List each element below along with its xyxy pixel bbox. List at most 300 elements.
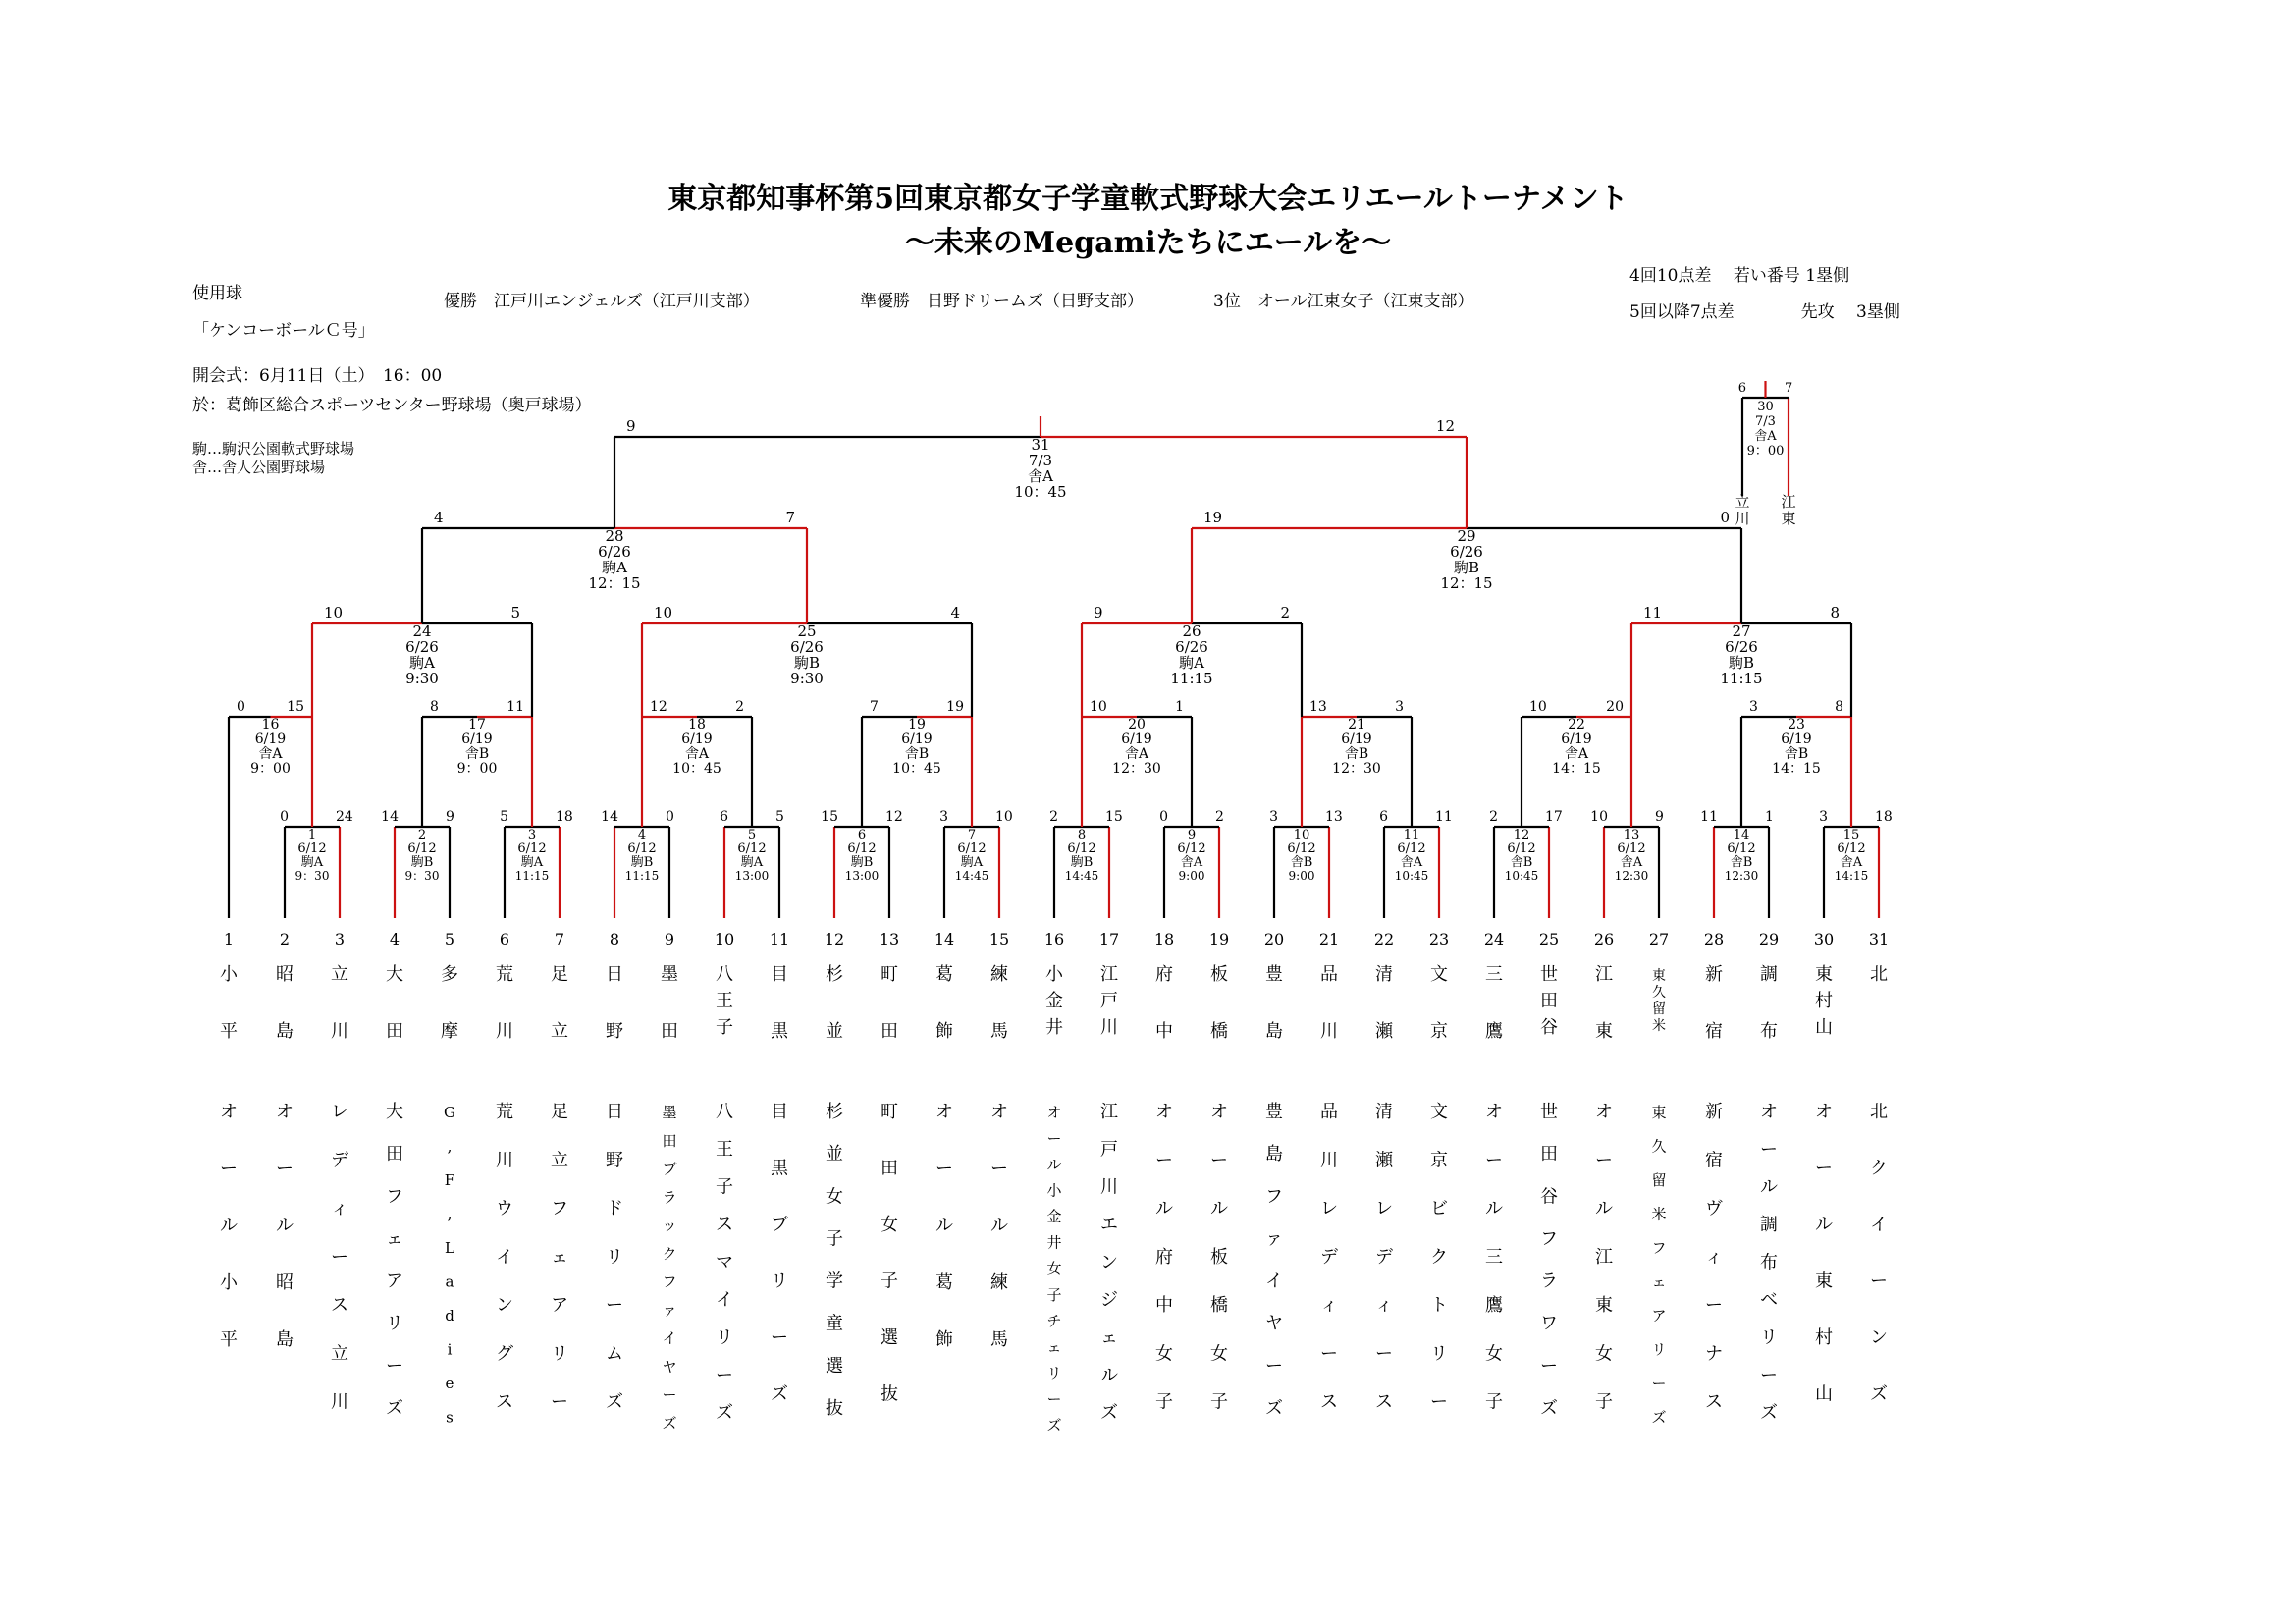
team-1-short-1: 平 — [220, 1021, 238, 1042]
match-19-time: 10：45 — [892, 761, 941, 777]
team-16-full-1: ー — [1046, 1129, 1062, 1148]
team-25-full-4: ラ — [1540, 1271, 1558, 1292]
team-15-short-0: 練 — [990, 964, 1008, 985]
team-31-full-5: ズ — [1870, 1383, 1888, 1405]
team-27-full-2: 留 — [1651, 1171, 1667, 1189]
team-27-short-1: 久 — [1652, 985, 1666, 1001]
match-29-number: 29 — [1457, 527, 1476, 545]
match-13-venue: 舎A — [1620, 855, 1643, 870]
match-7-score-2: 10 — [995, 809, 1013, 825]
team-12-full-7: 抜 — [826, 1397, 843, 1419]
ball-label: 使用球 — [192, 284, 242, 303]
team-13-full-3: 子 — [881, 1271, 898, 1292]
match-8-date: 6/12 — [1067, 841, 1096, 856]
match-7-date: 6/12 — [957, 841, 987, 856]
team-5-full-6: d — [445, 1307, 454, 1325]
team-26-full-1: ー — [1595, 1150, 1613, 1171]
match-16-score-2: 15 — [287, 699, 304, 715]
team-7-full-0: 足 — [551, 1102, 568, 1122]
team-30-full-3: 東 — [1815, 1271, 1833, 1292]
team-18-short-0: 府 — [1155, 964, 1173, 985]
match-25-score-1: 10 — [654, 604, 673, 622]
team-11-number: 11 — [769, 930, 790, 948]
match-23-score-1: 3 — [1749, 699, 1758, 715]
match-11-venue: 舎A — [1400, 855, 1423, 870]
team-10-full-7: ー — [716, 1365, 733, 1386]
team-1-full-3: 小 — [220, 1272, 238, 1293]
match-16-venue: 舎A — [258, 746, 283, 762]
team-7-number: 7 — [554, 930, 565, 948]
ball-name: 「ケンコーボールＣ号」 — [192, 321, 375, 341]
team-13-full-0: 町 — [881, 1102, 898, 1122]
match-3-score-1: 5 — [500, 809, 508, 825]
team-3-number: 3 — [334, 930, 346, 948]
match-2-score-1: 14 — [381, 809, 399, 825]
match-12-score-2: 17 — [1545, 809, 1563, 825]
team-17-full-3: エ — [1100, 1215, 1118, 1235]
team-29-full-2: ル — [1760, 1176, 1778, 1198]
team-11-full-3: リ — [771, 1271, 788, 1292]
team-16-full-4: 金 — [1046, 1208, 1062, 1226]
team-15-number: 15 — [988, 930, 1010, 948]
match-1-number: 1 — [307, 828, 317, 842]
team-6-number: 6 — [499, 930, 510, 948]
team-16-full-2: ル — [1046, 1156, 1062, 1174]
team-3-full-5: 立 — [331, 1343, 348, 1365]
team-27-number: 27 — [1648, 930, 1670, 948]
team-23-full-2: ビ — [1430, 1198, 1448, 1219]
team-11-full-2: ブ — [771, 1215, 788, 1235]
match-2-date: 6/12 — [407, 841, 437, 856]
match-26-date: 6/26 — [1175, 638, 1208, 656]
match-24-score-2: 5 — [510, 604, 520, 622]
team-22-full-2: レ — [1375, 1198, 1393, 1219]
team-12-short-1: 並 — [826, 1021, 843, 1042]
team-14-short-1: 飾 — [935, 1021, 953, 1042]
match-5-score-2: 5 — [775, 809, 784, 825]
team-12-full-5: 童 — [826, 1313, 843, 1334]
team-12-full-2: 女 — [826, 1186, 843, 1208]
match-15-number: 15 — [1842, 828, 1860, 842]
team-29-full-6: リ — [1760, 1327, 1778, 1348]
match-6-venue: 駒B — [850, 855, 874, 870]
match-19-score-1: 7 — [870, 699, 879, 715]
match-27-score-2: 8 — [1830, 604, 1840, 622]
match-25-number: 25 — [797, 622, 817, 640]
team-20-full-7: ズ — [1265, 1397, 1283, 1419]
match-18-venue: 舎A — [684, 746, 710, 762]
team-22-short-0: 清 — [1375, 964, 1393, 985]
team-18-full-1: ー — [1155, 1150, 1173, 1171]
match-16-number: 16 — [261, 717, 280, 732]
match-2-number: 2 — [417, 828, 427, 842]
match-30-number: 30 — [1757, 400, 1774, 414]
team-19-full-1: ー — [1210, 1150, 1228, 1171]
match-31-number: 31 — [1031, 436, 1050, 454]
team-30-full-2: ル — [1815, 1215, 1833, 1235]
third-left-name-0: 立 — [1735, 493, 1750, 511]
team-26-full-6: 子 — [1595, 1391, 1613, 1413]
match-16-time: 9：00 — [250, 761, 291, 777]
team-1-short-0: 小 — [220, 964, 238, 985]
match-12-venue: 舎B — [1510, 855, 1533, 870]
team-31-full-0: 北 — [1870, 1102, 1888, 1122]
team-8-full-2: ド — [606, 1198, 623, 1219]
team-27-full-9: ズ — [1651, 1408, 1667, 1427]
team-24-full-5: 女 — [1485, 1343, 1503, 1365]
team-12-full-3: 子 — [826, 1228, 843, 1250]
match-20-score-1: 10 — [1090, 699, 1107, 715]
match-26-score-2: 2 — [1280, 604, 1290, 622]
team-28-full-0: 新 — [1705, 1102, 1723, 1122]
team-27-short-3: 米 — [1652, 1018, 1666, 1034]
match-31-venue: 舎A — [1028, 467, 1053, 485]
team-1-full-4: 平 — [220, 1329, 238, 1350]
team-6-full-4: ン — [496, 1295, 513, 1317]
match-27-venue: 駒B — [1728, 654, 1755, 672]
team-16-short-2: 井 — [1045, 1017, 1063, 1038]
team-10-number: 10 — [714, 930, 735, 948]
team-7-full-1: 立 — [551, 1150, 568, 1171]
team-30-full-4: 村 — [1815, 1327, 1833, 1348]
match-30-venue: 舎A — [1754, 429, 1777, 444]
team-25-full-0: 世 — [1540, 1102, 1558, 1122]
team-28-short-1: 宿 — [1705, 1021, 1723, 1042]
team-25-full-6: ー — [1540, 1355, 1558, 1377]
match-20-score-2: 1 — [1175, 699, 1184, 715]
match-18-number: 18 — [688, 717, 706, 732]
match-17-number: 17 — [468, 717, 486, 732]
team-28-full-5: ナ — [1705, 1343, 1723, 1365]
team-3-full-4: ス — [331, 1295, 348, 1317]
team-27-full-8: ー — [1651, 1375, 1667, 1392]
team-3-full-0: レ — [331, 1102, 348, 1122]
team-16-full-12: ズ — [1046, 1416, 1062, 1434]
team-17-full-8: ズ — [1100, 1402, 1118, 1424]
team-14-full-1: ー — [935, 1159, 953, 1179]
team-28-full-1: 宿 — [1705, 1150, 1723, 1171]
match-11-score-2: 11 — [1435, 809, 1453, 825]
match-5-score-1: 6 — [720, 809, 728, 825]
third-left-name-1: 川 — [1735, 510, 1750, 527]
team-14-full-2: ル — [935, 1216, 953, 1236]
team-23-full-5: リ — [1430, 1343, 1448, 1365]
match-31-score-2: 12 — [1435, 417, 1455, 435]
match-26-number: 26 — [1182, 622, 1201, 640]
match-13-score-1: 10 — [1590, 809, 1608, 825]
team-24-full-0: オ — [1485, 1102, 1503, 1122]
team-21-short-1: 川 — [1320, 1021, 1338, 1042]
team-6-full-2: ウ — [496, 1198, 513, 1219]
match-15-time: 14:15 — [1834, 869, 1869, 883]
team-4-number: 4 — [389, 930, 400, 948]
team-10-full-2: 子 — [716, 1176, 733, 1198]
match-7-time: 14:45 — [954, 869, 989, 883]
rule-line-1: 4回10点差 若い番号 1塁側 — [1629, 266, 1850, 286]
team-29-full-3: 調 — [1760, 1215, 1778, 1235]
match-31-date: 7/3 — [1028, 452, 1053, 469]
team-9-full-6: フ — [662, 1272, 677, 1291]
match-24-score-1: 10 — [324, 604, 344, 622]
match-10-date: 6/12 — [1287, 841, 1316, 856]
match-25-time: 9:30 — [790, 670, 824, 687]
team-3-short-1: 川 — [331, 1021, 348, 1042]
team-6-short-0: 荒 — [496, 964, 513, 985]
team-4-full-0: 大 — [386, 1102, 403, 1122]
team-31-full-4: ン — [1870, 1327, 1888, 1348]
match-3-number: 3 — [527, 828, 537, 842]
team-21-full-0: 品 — [1320, 1102, 1338, 1122]
match-24-time: 9:30 — [405, 670, 439, 687]
team-25-short-1: 田 — [1540, 991, 1558, 1011]
team-28-full-3: ィ — [1705, 1246, 1723, 1268]
match-17-score-1: 8 — [430, 699, 439, 715]
team-13-full-4: 選 — [881, 1327, 898, 1348]
team-29-short-1: 布 — [1760, 1021, 1778, 1042]
match-19-date: 6/19 — [901, 731, 933, 747]
match-21-date: 6/19 — [1341, 731, 1372, 747]
team-13-full-1: 田 — [881, 1158, 898, 1179]
match-27-date: 6/26 — [1725, 638, 1758, 656]
team-27-short-0: 東 — [1652, 968, 1666, 984]
team-6-short-1: 川 — [496, 1021, 513, 1042]
team-9-short-1: 田 — [661, 1021, 678, 1042]
match-21-score-2: 3 — [1395, 699, 1404, 715]
team-27-full-4: フ — [1651, 1239, 1667, 1257]
match-22-number: 22 — [1568, 717, 1585, 732]
match-30-score-2: 7 — [1785, 381, 1793, 396]
match-17-venue: 舎B — [464, 746, 490, 762]
team-16-short-0: 小 — [1045, 964, 1063, 985]
match-29-score-1: 19 — [1203, 509, 1223, 526]
runner-up-text: 準優勝 日野ドリームズ（日野支部） — [860, 292, 1144, 311]
team-30-full-1: ー — [1815, 1158, 1833, 1179]
team-9-full-8: イ — [662, 1329, 677, 1347]
team-7-full-3: ェ — [551, 1246, 568, 1268]
match-4-score-1: 14 — [601, 809, 618, 825]
team-15-full-0: オ — [990, 1102, 1008, 1122]
match-5-time: 13:00 — [734, 869, 770, 883]
team-16-full-10: リ — [1046, 1364, 1062, 1382]
match-21-time: 12：30 — [1332, 761, 1381, 777]
team-16-full-5: 井 — [1046, 1233, 1062, 1252]
match-17-score-2: 11 — [507, 699, 524, 715]
team-30-short-2: 山 — [1815, 1017, 1833, 1038]
team-29-full-4: 布 — [1760, 1252, 1778, 1273]
match-23-number: 23 — [1788, 717, 1805, 732]
team-4-full-1: 田 — [386, 1144, 403, 1165]
team-16-full-3: 小 — [1046, 1181, 1062, 1200]
match-9-venue: 舎A — [1180, 855, 1203, 870]
match-6-number: 6 — [857, 828, 867, 842]
match-29-date: 6/26 — [1450, 543, 1483, 561]
match-12-time: 10:45 — [1504, 869, 1539, 883]
page-title: 東京都知事杯第5回東京都女子学童軟式野球大会エリエールトーナメント — [667, 182, 1629, 216]
team-26-number: 26 — [1593, 930, 1615, 948]
match-17-time: 9：00 — [456, 761, 498, 777]
team-5-full-1: , — [447, 1137, 453, 1156]
team-18-full-0: オ — [1155, 1102, 1173, 1122]
team-9-short-0: 墨 — [661, 964, 678, 985]
team-30-full-5: 山 — [1815, 1383, 1833, 1405]
venue-legend-b: 舎…舎人公園野球場 — [192, 459, 326, 476]
match-9-score-1: 0 — [1159, 809, 1168, 825]
match-16-score-1: 0 — [237, 699, 245, 715]
team-31-number: 31 — [1868, 930, 1890, 948]
team-15-full-3: 練 — [990, 1272, 1008, 1293]
team-12-short-0: 杉 — [826, 964, 843, 985]
team-17-short-2: 川 — [1100, 1017, 1118, 1038]
match-2-score-2: 9 — [446, 809, 454, 825]
team-9-number: 9 — [664, 930, 675, 948]
third-right-name-1: 東 — [1781, 510, 1796, 527]
team-2-short-0: 昭 — [276, 964, 294, 985]
match-23-time: 14：15 — [1772, 761, 1821, 777]
team-24-full-4: 鷹 — [1485, 1295, 1503, 1317]
team-11-full-5: ズ — [771, 1383, 788, 1405]
match-31-time: 10：45 — [1014, 483, 1067, 501]
team-1-full-1: ー — [220, 1159, 238, 1179]
match-28-score-1: 4 — [434, 509, 444, 526]
team-11-short-1: 黒 — [771, 1021, 788, 1042]
match-22-venue: 舎A — [1564, 746, 1589, 762]
match-18-score-1: 12 — [650, 699, 667, 715]
team-6-full-0: 荒 — [496, 1102, 513, 1122]
match-28-date: 6/26 — [598, 543, 631, 561]
team-17-full-5: ジ — [1100, 1289, 1118, 1311]
team-8-full-3: リ — [606, 1246, 623, 1268]
team-2-full-1: ー — [276, 1159, 294, 1179]
team-18-full-2: ル — [1155, 1198, 1173, 1219]
team-19-full-6: 子 — [1210, 1391, 1228, 1413]
match-7-score-1: 3 — [939, 809, 948, 825]
match-11-score-1: 6 — [1379, 809, 1388, 825]
match-4-time: 11:15 — [624, 869, 660, 883]
match-25-venue: 駒B — [793, 654, 821, 672]
team-25-full-3: フ — [1540, 1228, 1558, 1250]
match-28-time: 12：15 — [588, 574, 641, 592]
team-24-short-1: 鷹 — [1485, 1021, 1503, 1042]
match-4-number: 4 — [637, 828, 647, 842]
match-23-date: 6/19 — [1781, 731, 1812, 747]
match-31-score-1: 9 — [626, 417, 636, 435]
team-23-full-3: ク — [1430, 1246, 1448, 1268]
match-17-date: 6/19 — [461, 731, 493, 747]
team-15-full-2: ル — [990, 1216, 1008, 1236]
team-4-full-6: ー — [386, 1355, 403, 1377]
team-25-full-5: ワ — [1540, 1313, 1558, 1334]
match-22-date: 6/19 — [1561, 731, 1592, 747]
team-15-short-1: 馬 — [990, 1021, 1008, 1042]
match-5-venue: 駒A — [740, 855, 764, 870]
match-3-score-2: 18 — [556, 809, 573, 825]
team-25-full-7: ズ — [1540, 1397, 1558, 1419]
team-9-full-5: ク — [662, 1244, 677, 1263]
team-10-full-6: リ — [716, 1327, 733, 1348]
ceremony-when: 開会式：6月11日（土） 16：00 — [192, 366, 443, 386]
third-place-text: 3位 オール江東女子（江東支部） — [1213, 292, 1474, 311]
team-18-short-1: 中 — [1155, 1021, 1173, 1042]
match-14-number: 14 — [1733, 828, 1750, 842]
team-5-number: 5 — [444, 930, 455, 948]
team-19-full-0: オ — [1210, 1102, 1228, 1122]
team-4-full-7: ズ — [386, 1397, 403, 1419]
team-30-short-0: 東 — [1815, 964, 1833, 985]
team-24-full-3: 三 — [1485, 1246, 1503, 1268]
team-22-full-3: デ — [1375, 1246, 1393, 1268]
team-20-full-5: ヤ — [1265, 1313, 1283, 1334]
match-14-date: 6/12 — [1727, 841, 1756, 856]
team-24-short-0: 三 — [1485, 964, 1503, 985]
team-31-full-3: ー — [1870, 1271, 1888, 1292]
team-27-full-6: ア — [1651, 1307, 1667, 1325]
team-28-full-4: ー — [1705, 1295, 1723, 1317]
team-30-number: 30 — [1813, 930, 1835, 948]
team-29-full-5: ベ — [1760, 1289, 1778, 1311]
team-31-full-2: イ — [1870, 1215, 1888, 1235]
ceremony-where: 於：葛飾区総合スポーツセンター野球場（奥戸球場） — [192, 396, 592, 415]
team-23-number: 23 — [1428, 930, 1450, 948]
match-19-venue: 舎B — [904, 746, 930, 762]
team-3-full-1: デ — [331, 1150, 348, 1171]
team-8-full-4: ー — [606, 1295, 623, 1317]
match-1-time: 9：30 — [294, 869, 330, 883]
match-14-score-2: 1 — [1765, 809, 1774, 825]
team-7-short-1: 立 — [551, 1021, 568, 1042]
team-29-full-7: ー — [1760, 1365, 1778, 1386]
team-7-short-0: 足 — [551, 964, 568, 985]
team-10-full-1: 王 — [716, 1139, 733, 1161]
team-4-full-4: ア — [386, 1271, 403, 1292]
team-12-number: 12 — [824, 930, 845, 948]
team-16-full-6: 女 — [1046, 1260, 1062, 1278]
team-21-full-6: ス — [1320, 1391, 1338, 1413]
match-6-date: 6/12 — [847, 841, 877, 856]
team-27-full-7: リ — [1651, 1340, 1667, 1359]
match-6-score-1: 15 — [821, 809, 838, 825]
match-14-score-1: 11 — [1700, 809, 1718, 825]
team-2-full-0: オ — [276, 1102, 294, 1122]
team-6-full-3: イ — [496, 1246, 513, 1268]
team-17-full-2: 川 — [1100, 1176, 1118, 1198]
team-3-full-2: ィ — [331, 1198, 348, 1219]
match-19-number: 19 — [908, 717, 926, 732]
match-24-date: 6/26 — [405, 638, 439, 656]
match-8-score-1: 2 — [1049, 809, 1058, 825]
team-7-full-6: ー — [551, 1391, 568, 1413]
team-5-short-0: 多 — [441, 964, 458, 985]
team-23-short-0: 文 — [1430, 964, 1448, 985]
match-5-number: 5 — [747, 828, 757, 842]
team-26-full-0: オ — [1595, 1102, 1613, 1122]
team-5-full-5: a — [445, 1272, 454, 1291]
team-30-full-0: オ — [1815, 1102, 1833, 1122]
team-22-full-1: 瀬 — [1375, 1150, 1393, 1171]
match-1-date: 6/12 — [297, 841, 327, 856]
match-16-date: 6/19 — [254, 731, 287, 747]
team-2-full-4: 島 — [276, 1329, 294, 1350]
match-27-time: 11:15 — [1720, 670, 1763, 687]
team-6-full-6: ス — [496, 1391, 513, 1413]
team-10-full-5: イ — [716, 1289, 733, 1311]
team-12-full-1: 並 — [826, 1144, 843, 1165]
team-5-full-2: F — [444, 1171, 455, 1189]
team-6-full-1: 川 — [496, 1150, 513, 1171]
team-9-full-4: ッ — [662, 1217, 677, 1234]
match-10-venue: 舎B — [1290, 855, 1313, 870]
team-16-number: 16 — [1043, 930, 1065, 948]
team-31-full-1: ク — [1870, 1158, 1888, 1179]
